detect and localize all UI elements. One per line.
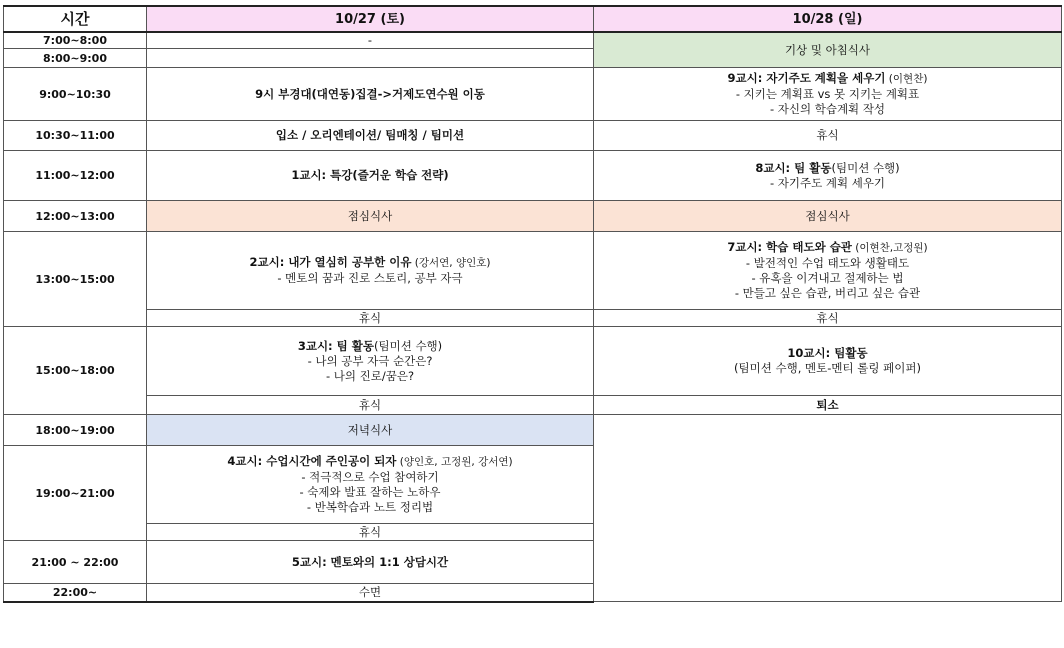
time-cell: 9:00~10:30 [4, 68, 147, 121]
day1-rest: 휴식 [147, 524, 594, 541]
period7-title: 7교시: 학습 태도와 습관 [727, 240, 852, 254]
period7-line: - 유혹을 이겨내고 절제하는 법 [751, 271, 904, 285]
schedule-table [3, 5, 1062, 603]
table-row [4, 201, 1062, 232]
period4-people: (양인호, 고정원, 강서연) [396, 456, 513, 468]
day1-period5: 5교시: 멘토와의 1:1 상담시간 [147, 541, 594, 584]
period3-title: 3교시: 팀 활동 [297, 338, 374, 353]
period4-line: - 적극적으로 수업 참여하기 [301, 470, 439, 484]
period8-sub: (팀미션 수행) [831, 160, 900, 175]
table-row [4, 310, 1062, 327]
schedule-sheet [3, 5, 1062, 603]
table-row [4, 32, 1062, 49]
time-cell: 22:00~ [4, 584, 147, 602]
day2-rest: 휴식 [594, 310, 1062, 327]
time-cell: 12:00~13:00 [4, 201, 147, 232]
header-day1: 10/27 (토) [147, 6, 594, 32]
day2-period7 [594, 232, 1062, 310]
period8-line: - 자기주도 계획 세우기 [769, 175, 886, 190]
day1-period2 [147, 232, 594, 310]
time-cell: 11:00~12:00 [4, 151, 147, 201]
day1-cell: 9시 부경대(대연동)집결->거제도연수원 이동 [147, 68, 594, 121]
period3-line: - 나의 공부 자극 순간은? [307, 353, 433, 368]
time-cell: 18:00~19:00 [4, 415, 147, 446]
period10-line: (팀미션 수행, 멘토-멘티 롤링 페이퍼) [734, 361, 921, 375]
period4-line: - 숙제와 발표 잘하는 노하우 [299, 485, 441, 499]
time-cell: 15:00~18:00 [4, 327, 147, 415]
day1-rest: 휴식 [147, 396, 594, 415]
period9-title: 9교시: 자기주도 계획을 세우기 [727, 71, 886, 85]
day2-leave: 퇴소 [594, 396, 1062, 415]
table-row [4, 396, 1062, 415]
period9-line: - 자신의 학습계획 작성 [769, 102, 886, 116]
time-cell: 19:00~21:00 [4, 446, 147, 541]
day1-period4 [147, 446, 594, 524]
period9-people: (이현찬) [885, 73, 928, 85]
period10-title: 10교시: 팀활동 [787, 346, 868, 360]
day1-lunch: 점심식사 [147, 201, 594, 232]
table-row [4, 232, 1062, 310]
period4-title: 4교시: 수업시간에 주인공이 되자 [227, 454, 397, 468]
period4-line: - 반복학습과 노트 정리법 [306, 500, 434, 514]
table-row [4, 327, 1062, 396]
day2-lunch: 점심식사 [594, 201, 1062, 232]
day1-dinner: 저녁식사 [147, 415, 594, 446]
day1-cell: - [147, 32, 594, 49]
header-day2: 10/28 (일) [594, 6, 1062, 32]
period2-title: 2교시: 내가 열심히 공부한 이유 [249, 255, 412, 269]
table-row [4, 151, 1062, 201]
time-cell: 8:00~9:00 [4, 49, 147, 68]
time-cell: 7:00~8:00 [4, 32, 147, 49]
day2-period10 [594, 327, 1062, 396]
day1-period3 [147, 327, 594, 396]
header-time: 시간 [4, 6, 147, 32]
day1-cell-empty [147, 49, 594, 68]
period7-people: (이현찬,고정원) [851, 242, 928, 254]
day1-sleep: 수면 [147, 584, 594, 602]
day2-rest: 휴식 [594, 121, 1062, 151]
day1-cell: 1교시: 특강(즐거운 학습 전략) [147, 151, 594, 201]
period9-line: - 지키는 계획표 vs 못 지키는 계획표 [735, 87, 920, 101]
period3-line: - 나의 진로/꿈은? [325, 368, 415, 383]
period8-title: 8교시: 팀 활동 [755, 160, 832, 175]
time-cell: 21:00 ~ 22:00 [4, 541, 147, 584]
day1-rest: 휴식 [147, 310, 594, 327]
day2-period9 [594, 68, 1062, 121]
day1-cell: 입소 / 오리엔테이션/ 팀매칭 / 팀미션 [147, 121, 594, 151]
day2-period8 [594, 151, 1062, 201]
period7-line: - 발전적인 수업 태도와 생활태도 [745, 256, 910, 270]
period2-people: (강서연, 양인호) [411, 257, 491, 269]
header-row [4, 6, 1062, 32]
table-row [4, 415, 1062, 446]
table-row [4, 68, 1062, 121]
period7-line: - 만들고 싶은 습관, 버리고 싶은 습관 [734, 286, 921, 300]
period2-line: - 멘토의 꿈과 진로 스토리, 공부 자극 [277, 271, 463, 285]
time-cell: 10:30~11:00 [4, 121, 147, 151]
time-cell: 13:00~15:00 [4, 232, 147, 327]
period3-sub: (팀미션 수행) [373, 338, 443, 353]
day2-empty [594, 415, 1062, 602]
table-row [4, 121, 1062, 151]
day2-breakfast: 기상 및 아침식사 [594, 32, 1062, 68]
